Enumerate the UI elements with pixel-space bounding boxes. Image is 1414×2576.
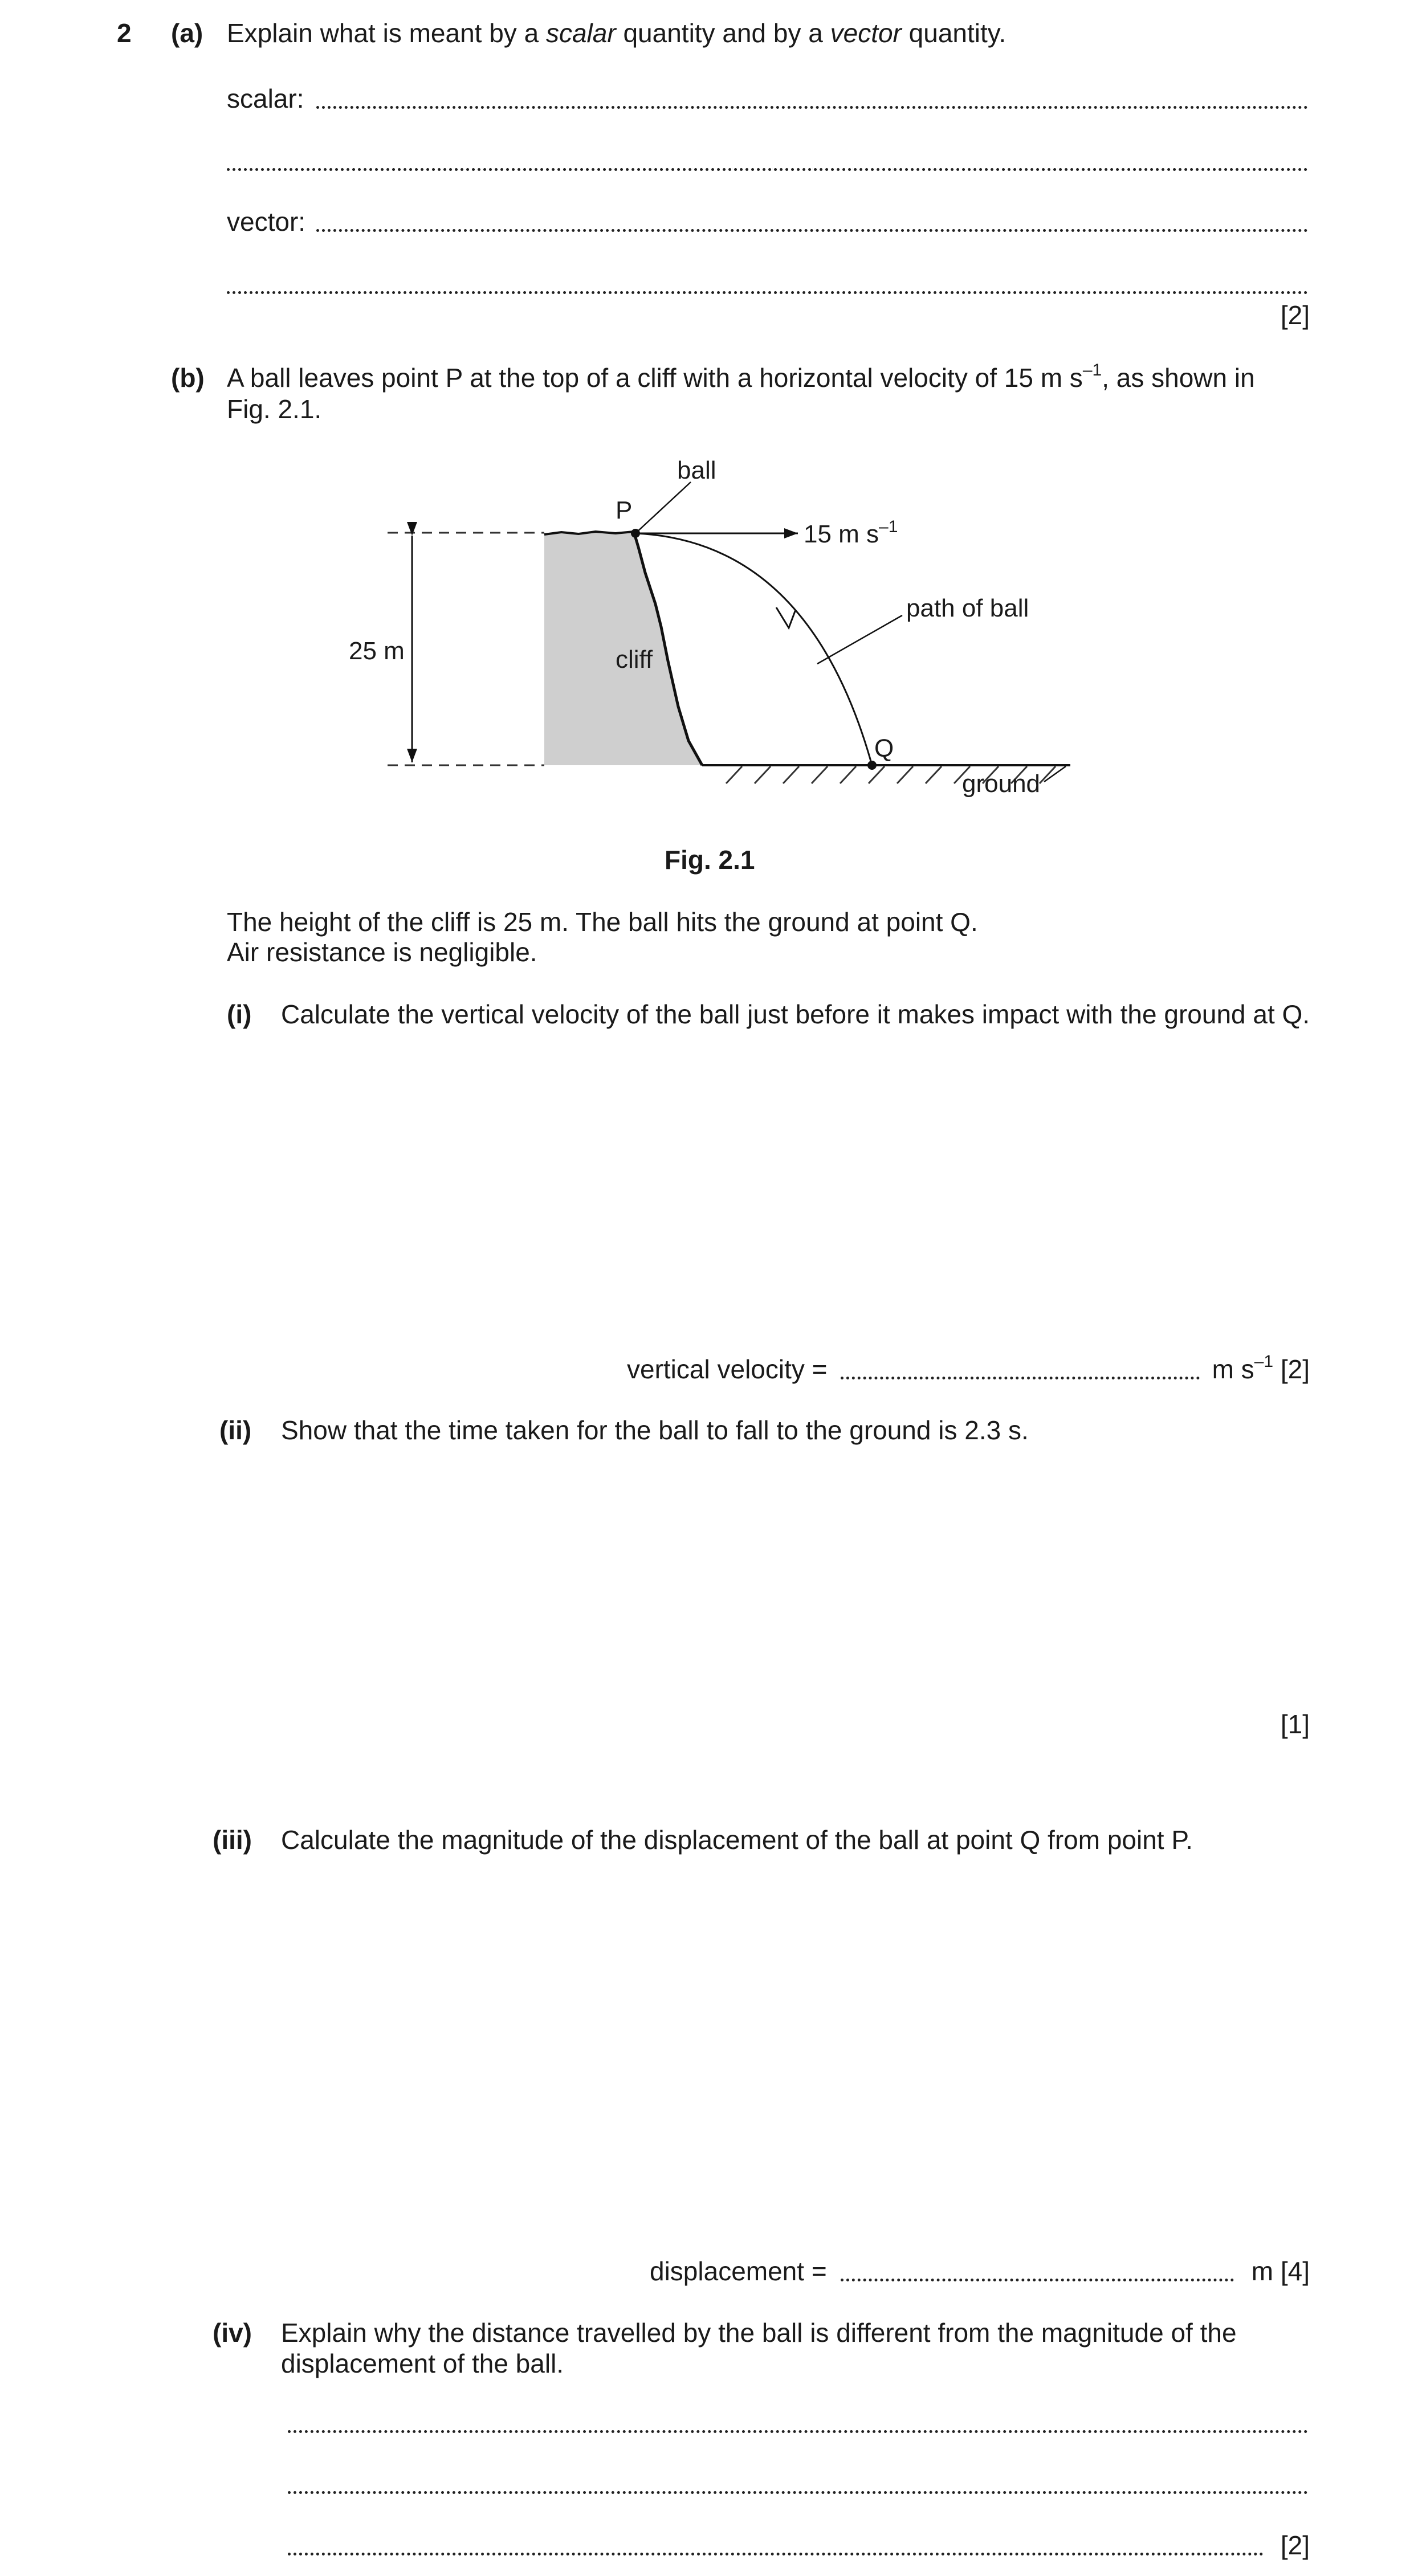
sub-iv-question-line-1: Explain why the distance travelled by the ball is different from the magnitude of the — [281, 2318, 1237, 2348]
path-leader-line — [817, 615, 902, 664]
displacement-label: displacement = — [650, 2256, 827, 2286]
sub-ii-label: (ii) — [219, 1415, 252, 1445]
sub-i-unit-marks: m $s^{-1}$ [2] — [1212, 1352, 1310, 1384]
sub-iv-marks: [2] — [1280, 2530, 1310, 2560]
label-velocity-text: 15 m s — [804, 520, 879, 548]
label-path: path of ball — [906, 594, 1029, 622]
sub-i-label: (i) — [227, 999, 252, 1029]
scalar-label: scalar: — [227, 84, 304, 113]
label-ball: ball — [677, 456, 716, 484]
ball-leader-line — [635, 482, 691, 533]
figure-caption: Fig. 2.1 — [665, 845, 755, 875]
part-b-intro-line-2: Fig. 2.1. — [227, 394, 322, 424]
label-p: P — [616, 496, 633, 524]
part-a-marks: [2] — [1280, 300, 1310, 330]
label-height: 25 m — [349, 637, 405, 665]
displacement-answer-line[interactable] — [841, 2279, 1234, 2281]
sub-iv-answer-line-1[interactable] — [288, 2430, 1308, 2433]
sub-iv-question-line-2: displacement of the ball. — [281, 2349, 564, 2378]
sub-iii-unit-marks: m [4] — [1251, 2256, 1310, 2286]
vertical-velocity-answer-line[interactable] — [841, 1377, 1200, 1379]
vertical-velocity-label: vertical velocity = — [627, 1354, 828, 1384]
sub-ii-marks: [1] — [1280, 1709, 1310, 1739]
sub-iii-question: Calculate the magnitude of the displacement of the ball at point Q from point P. — [281, 1825, 1193, 1855]
label-cliff: cliff — [616, 646, 653, 673]
vector-label: vector: — [227, 207, 306, 236]
trajectory-arrowhead — [776, 607, 796, 628]
sub-ii-question: Show that the time taken for the ball to fall to the ground is 2.3 s. — [281, 1415, 1029, 1445]
question-number: 2 — [117, 18, 132, 48]
sub-iv-answer-line-3[interactable] — [288, 2553, 1264, 2555]
label-velocity — [804, 517, 898, 548]
part-a-label: (a) — [171, 18, 203, 48]
label-ground: ground — [962, 770, 1041, 798]
part-a-question: Explain what is meant by a scalar quantity and by a vector quantity. — [227, 18, 1006, 48]
part-b-label: (b) — [171, 363, 205, 393]
part-b-intro-line-1: A ball leaves point P at the top of a cliff with a horizontal velocity of 15 m $s^{-1}$, as shown in — [227, 361, 1255, 393]
info-line-2: Air resistance is negligible. — [227, 937, 537, 967]
info-line-1: The height of the cliff is 25 m. The ball hits the ground at point Q. — [227, 907, 978, 937]
label-velocity-sup: –1 — [879, 517, 898, 536]
label-q: Q — [874, 734, 894, 762]
sub-iv-label: (iv) — [213, 2318, 252, 2348]
sub-iv-answer-line-2[interactable] — [288, 2491, 1308, 2494]
sub-i-question: Calculate the vertical velocity of the ball just before it makes impact with the ground at Q. — [281, 999, 1310, 1029]
sub-iii-label: (iii) — [213, 1825, 252, 1855]
